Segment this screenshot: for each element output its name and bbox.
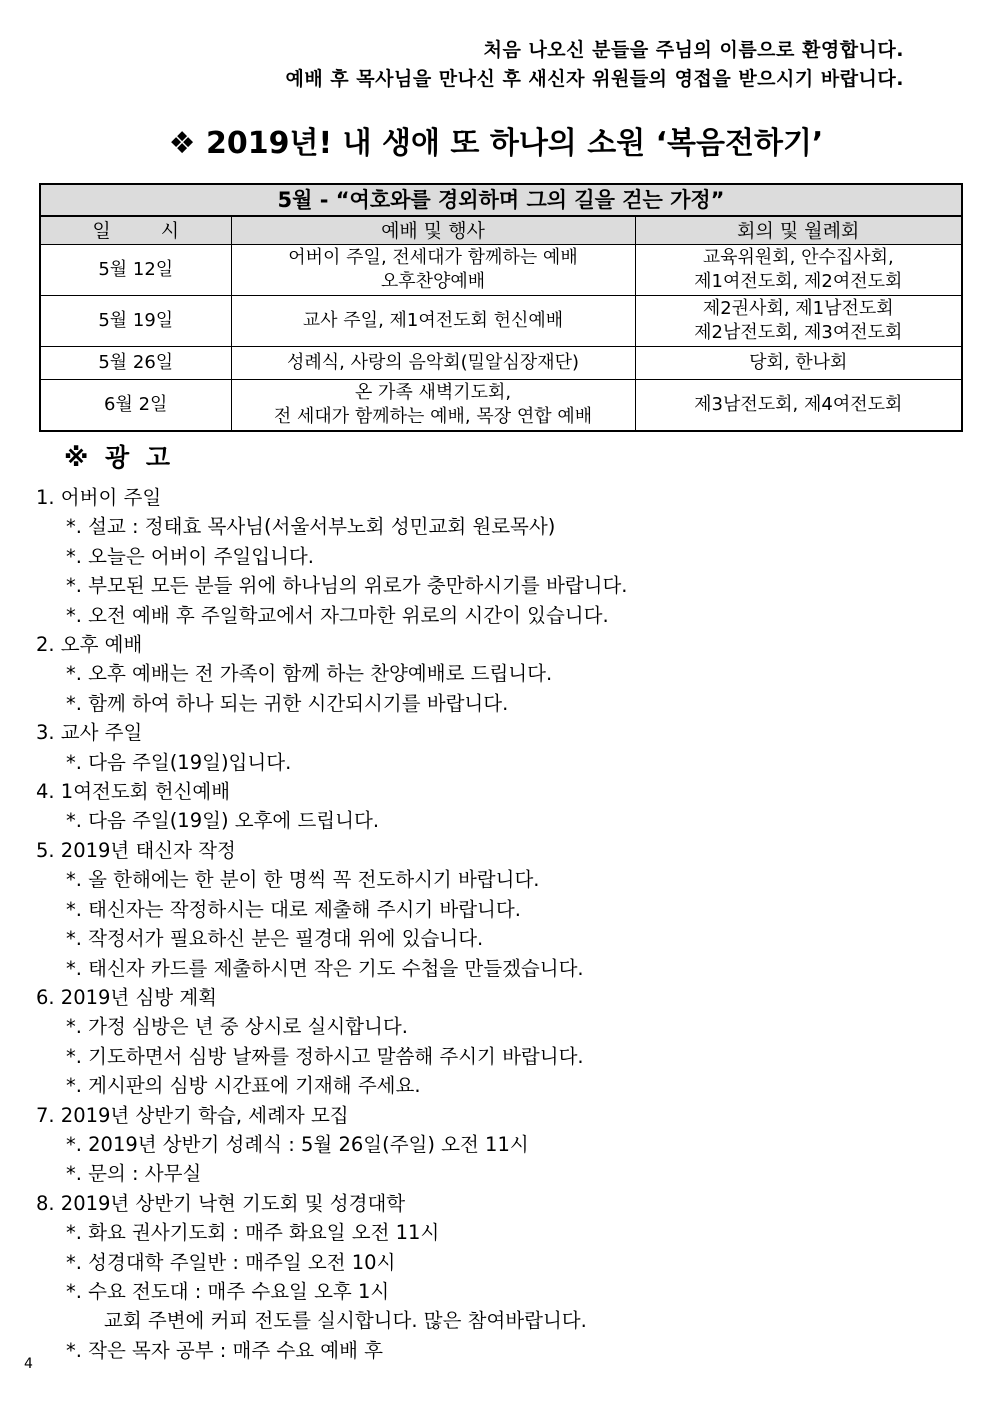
schedule-caption: 5월 - “여호와를 경외하며 그의 길을 걷는 가정”: [40, 184, 962, 216]
event-line: 성례식, 사랑의 음악회(밀알심장재단): [286, 352, 580, 373]
header-date: 일 시: [40, 216, 231, 245]
row-events: [231, 296, 635, 347]
list-item: *. 함께 하여 하나 되는 귀한 시간되시기를 바랍니다.: [66, 691, 509, 715]
section-heading: 1. 어버이 주일: [36, 486, 162, 509]
row-events: [231, 347, 635, 380]
row-date: 5월 19일: [40, 296, 231, 347]
list-item: *. 문의 : 사무실: [66, 1162, 202, 1186]
section-heading: 3. 교사 주일: [36, 721, 143, 745]
list-item: *. 다음 주일(19일)입니다.: [66, 750, 292, 774]
welcome-line-2: 예배 후 목사님을 만나신 후 새신자 위원들의 영접을 받으시기 바랍니다.: [285, 68, 904, 90]
header-events: 예배 및 행사: [231, 216, 635, 245]
list-item: *. 오늘은 어버이 주일입니다.: [66, 544, 314, 568]
row-date: 6월 2일: [40, 380, 231, 432]
section-heading: 7. 2019년 상반기 학습, 세례자 모집: [36, 1103, 349, 1127]
row-events: [231, 245, 635, 296]
list-item: *. 작정서가 필요하신 분은 필경대 위에 있습니다.: [66, 927, 484, 951]
row-events: [231, 380, 635, 432]
yearly-theme-title: ❖ 2019년! 내 생애 또 하나의 소원 ‘복음전하기’: [168, 126, 824, 161]
monthly-schedule-table: [39, 183, 963, 432]
welcome-message: [44, 36, 904, 94]
table-row: [40, 380, 962, 432]
event-line: 오후찬양예배: [380, 271, 486, 292]
welcome-line-1: 처음 나오신 분들을 주님의 이름으로 환영합니다.: [483, 39, 904, 61]
list-item: *. 2019년 상반기 성례식 : 5월 26일(주일) 오전 11시: [66, 1132, 529, 1156]
list-item: *. 오후 예배는 전 가족이 함께 하는 찬양예배로 드립니다.: [66, 662, 553, 686]
list-item: *. 올 한해에는 한 분이 한 명씩 꼭 전도하시기 바랍니다.: [66, 868, 540, 892]
list-item: *. 기도하면서 심방 날짜를 정하시고 말씀해 주시기 바랍니다.: [66, 1044, 584, 1068]
meeting-line: 제2남전도회, 제3여전도회: [694, 322, 903, 343]
table-row: [40, 347, 962, 380]
page-number: 4: [24, 1356, 33, 1372]
list-item: *. 설교 : 정태효 목사님(서울서부노회 성민교회 원로목사): [66, 515, 556, 539]
section-heading: 5. 2019년 태신자 작정: [36, 838, 236, 862]
row-meetings: [635, 245, 962, 296]
meeting-line: 당회, 한나회: [749, 352, 848, 373]
event-line: 교사 주일, 제1여전도회 헌신예배: [302, 310, 564, 331]
section-heading: 6. 2019년 심방 계획: [36, 985, 218, 1009]
row-date: 5월 26일: [40, 347, 231, 380]
section-heading: 2. 오후 예배: [36, 633, 143, 657]
announcements-title: ※ 광 고: [64, 443, 175, 472]
list-item: *. 수요 전도대 : 매주 수요일 오후 1시: [66, 1279, 390, 1303]
row-meetings: [635, 296, 962, 347]
list-item: *. 게시판의 심방 시간표에 기재해 주세요.: [66, 1074, 421, 1098]
event-line: 온 가족 새벽기도회,: [354, 382, 512, 403]
meeting-line: 제2권사회, 제1남전도회: [702, 298, 894, 319]
row-meetings: [635, 347, 962, 380]
event-line: 어버이 주일, 전세대가 함께하는 예배: [288, 247, 578, 268]
table-row: [40, 296, 962, 347]
row-meetings: [635, 380, 962, 432]
table-row: [40, 245, 962, 296]
list-item: *. 가정 심방은 년 중 상시로 실시합니다.: [66, 1015, 408, 1039]
header-meetings: 회의 및 월례회: [635, 216, 962, 245]
meeting-line: 제3남전도회, 제4여전도회: [694, 394, 903, 415]
list-item-continuation: 교회 주변에 커피 전도를 실시합니다. 많은 참여바랍니다.: [104, 1309, 587, 1333]
list-item: *. 화요 권사기도회 : 매주 화요일 오전 11시: [66, 1221, 440, 1245]
section-heading: 8. 2019년 상반기 낙현 기도회 및 성경대학: [36, 1191, 406, 1215]
list-item: *. 태신자는 작정하시는 대로 제출해 주시기 바랍니다.: [66, 897, 521, 921]
list-item: *. 작은 목자 공부 : 매주 수요 예배 후: [66, 1338, 383, 1362]
announcements-list: [36, 483, 966, 1365]
meeting-line: 교육위원회, 안수집사회,: [702, 247, 894, 268]
list-item: *. 오전 예배 후 주일학교에서 자그마한 위로의 시간이 있습니다.: [66, 603, 609, 627]
meeting-line: 제1여전도회, 제2여전도회: [694, 271, 903, 292]
section-heading: 4. 1여전도회 헌신예배: [36, 780, 231, 804]
event-line: 전 세대가 함께하는 예배, 목장 연합 예배: [273, 406, 593, 427]
list-item: *. 태신자 카드를 제출하시면 작은 기도 수첩을 만들겠습니다.: [66, 956, 584, 980]
list-item: *. 부모된 모든 분들 위에 하나님의 위로가 충만하시기를 바랍니다.: [66, 574, 628, 598]
row-date: 5월 12일: [40, 245, 231, 296]
list-item: *. 성경대학 주일반 : 매주일 오전 10시: [66, 1250, 396, 1274]
list-item: *. 다음 주일(19일) 오후에 드립니다.: [66, 809, 380, 833]
